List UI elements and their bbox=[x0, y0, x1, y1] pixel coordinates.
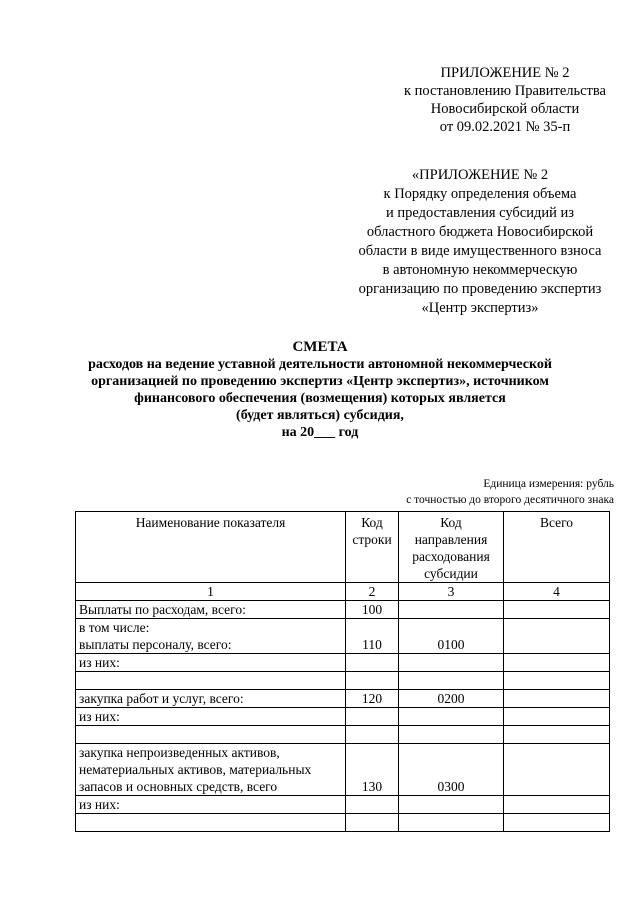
direction-code: 0200 bbox=[399, 690, 504, 708]
subtitle-line: расходов на ведение уставной деятельности автономной некоммерческой bbox=[88, 357, 552, 372]
appendix-decree-line: к постановлению Правительства bbox=[404, 83, 606, 99]
row-code bbox=[346, 814, 399, 832]
appendix-order-line: «Центр экспертиз» bbox=[421, 300, 539, 316]
appendix-order-line: области в виде имущественного взноса bbox=[358, 243, 602, 259]
column-number: 3 bbox=[399, 583, 504, 601]
table-row bbox=[76, 796, 610, 814]
row-code: 130 bbox=[346, 744, 399, 796]
column-numbers-row bbox=[76, 583, 610, 601]
total-cell bbox=[504, 726, 610, 744]
appendix-order-line: в автономную некоммерческую bbox=[382, 262, 578, 278]
total-cell bbox=[504, 796, 610, 814]
table-row bbox=[76, 708, 610, 726]
measurement-units bbox=[314, 476, 614, 508]
appendix-order-line: к Порядку определения объема bbox=[383, 186, 577, 202]
subtitle-line: на 20___ год bbox=[281, 425, 359, 440]
appendix-decree-line: Новосибирской области bbox=[430, 101, 580, 117]
row-name bbox=[76, 726, 346, 744]
total-cell bbox=[504, 814, 610, 832]
subtitle-line: организацией по проведению экспертиз «Центр экспертиз», источником bbox=[91, 374, 549, 389]
subtitle-line: (будет являться) субсидия, bbox=[236, 408, 404, 423]
units-line: с точностью до второго десятичного знака bbox=[406, 494, 614, 506]
total-cell bbox=[504, 619, 610, 654]
header-row-code: Код строки bbox=[346, 512, 399, 583]
row-code bbox=[346, 672, 399, 690]
row-name: из них: bbox=[76, 708, 346, 726]
header-total: Всего bbox=[504, 512, 610, 583]
row-code bbox=[346, 796, 399, 814]
table-row-empty bbox=[76, 814, 610, 832]
row-name: закупка непроизведенных активов, нематериальных активов, материальных запасов и основных средств, всего bbox=[76, 744, 346, 796]
appendix-order-line: областного бюджета Новосибирской bbox=[366, 224, 594, 240]
row-code: 100 bbox=[346, 601, 399, 619]
header-direction-code: Код направления расходования субсидии bbox=[399, 512, 504, 583]
direction-code bbox=[399, 814, 504, 832]
units-line: Единица измерения: рубль bbox=[483, 478, 614, 490]
table-header-row bbox=[76, 512, 610, 583]
direction-code bbox=[399, 672, 504, 690]
table-row bbox=[76, 744, 610, 796]
table-row bbox=[76, 690, 610, 708]
row-name: Выплаты по расходам, всего: bbox=[76, 601, 346, 619]
row-name bbox=[76, 814, 346, 832]
subtitle-line: финансового обеспечения (возмещения) которых является bbox=[134, 391, 506, 406]
table-row bbox=[76, 619, 610, 654]
direction-code bbox=[399, 654, 504, 672]
document-title: СМЕТА bbox=[292, 339, 348, 355]
appendix-decree-line: от 09.02.2021 № 35-п bbox=[439, 119, 571, 135]
appendix-decree-block bbox=[380, 64, 630, 136]
row-name: из них: bbox=[76, 796, 346, 814]
total-cell bbox=[504, 708, 610, 726]
row-code bbox=[346, 708, 399, 726]
appendix-order-line: и предоставления субсидий из bbox=[385, 205, 575, 221]
direction-code bbox=[399, 796, 504, 814]
estimate-table bbox=[75, 511, 610, 832]
row-name: из них: bbox=[76, 654, 346, 672]
direction-code bbox=[399, 601, 504, 619]
row-code: 120 bbox=[346, 690, 399, 708]
table-row bbox=[76, 654, 610, 672]
total-cell bbox=[504, 672, 610, 690]
appendix-order-line: организацию по проведению экспертиз bbox=[358, 281, 602, 297]
total-cell bbox=[504, 654, 610, 672]
total-cell bbox=[504, 744, 610, 796]
header-indicator-name: Наименование показателя bbox=[76, 512, 346, 583]
row-code bbox=[346, 726, 399, 744]
total-cell bbox=[504, 601, 610, 619]
appendix-decree-line: ПРИЛОЖЕНИЕ № 2 bbox=[440, 65, 570, 81]
row-code: 110 bbox=[346, 619, 399, 654]
document-heading bbox=[60, 338, 580, 441]
row-name: в том числе: выплаты персоналу, всего: bbox=[76, 619, 346, 654]
appendix-order-block bbox=[345, 166, 615, 318]
row-name bbox=[76, 672, 346, 690]
column-number: 2 bbox=[346, 583, 399, 601]
row-code bbox=[346, 654, 399, 672]
row-name: закупка работ и услуг, всего: bbox=[76, 690, 346, 708]
direction-code: 0300 bbox=[399, 744, 504, 796]
document-subtitle bbox=[60, 356, 580, 441]
direction-code: 0100 bbox=[399, 619, 504, 654]
appendix-order-line: «ПРИЛОЖЕНИЕ № 2 bbox=[411, 167, 549, 183]
direction-code bbox=[399, 708, 504, 726]
table-row-empty bbox=[76, 726, 610, 744]
column-number: 4 bbox=[504, 583, 610, 601]
direction-code bbox=[399, 726, 504, 744]
table-row-empty bbox=[76, 672, 610, 690]
total-cell bbox=[504, 690, 610, 708]
table-row bbox=[76, 601, 610, 619]
column-number: 1 bbox=[76, 583, 346, 601]
